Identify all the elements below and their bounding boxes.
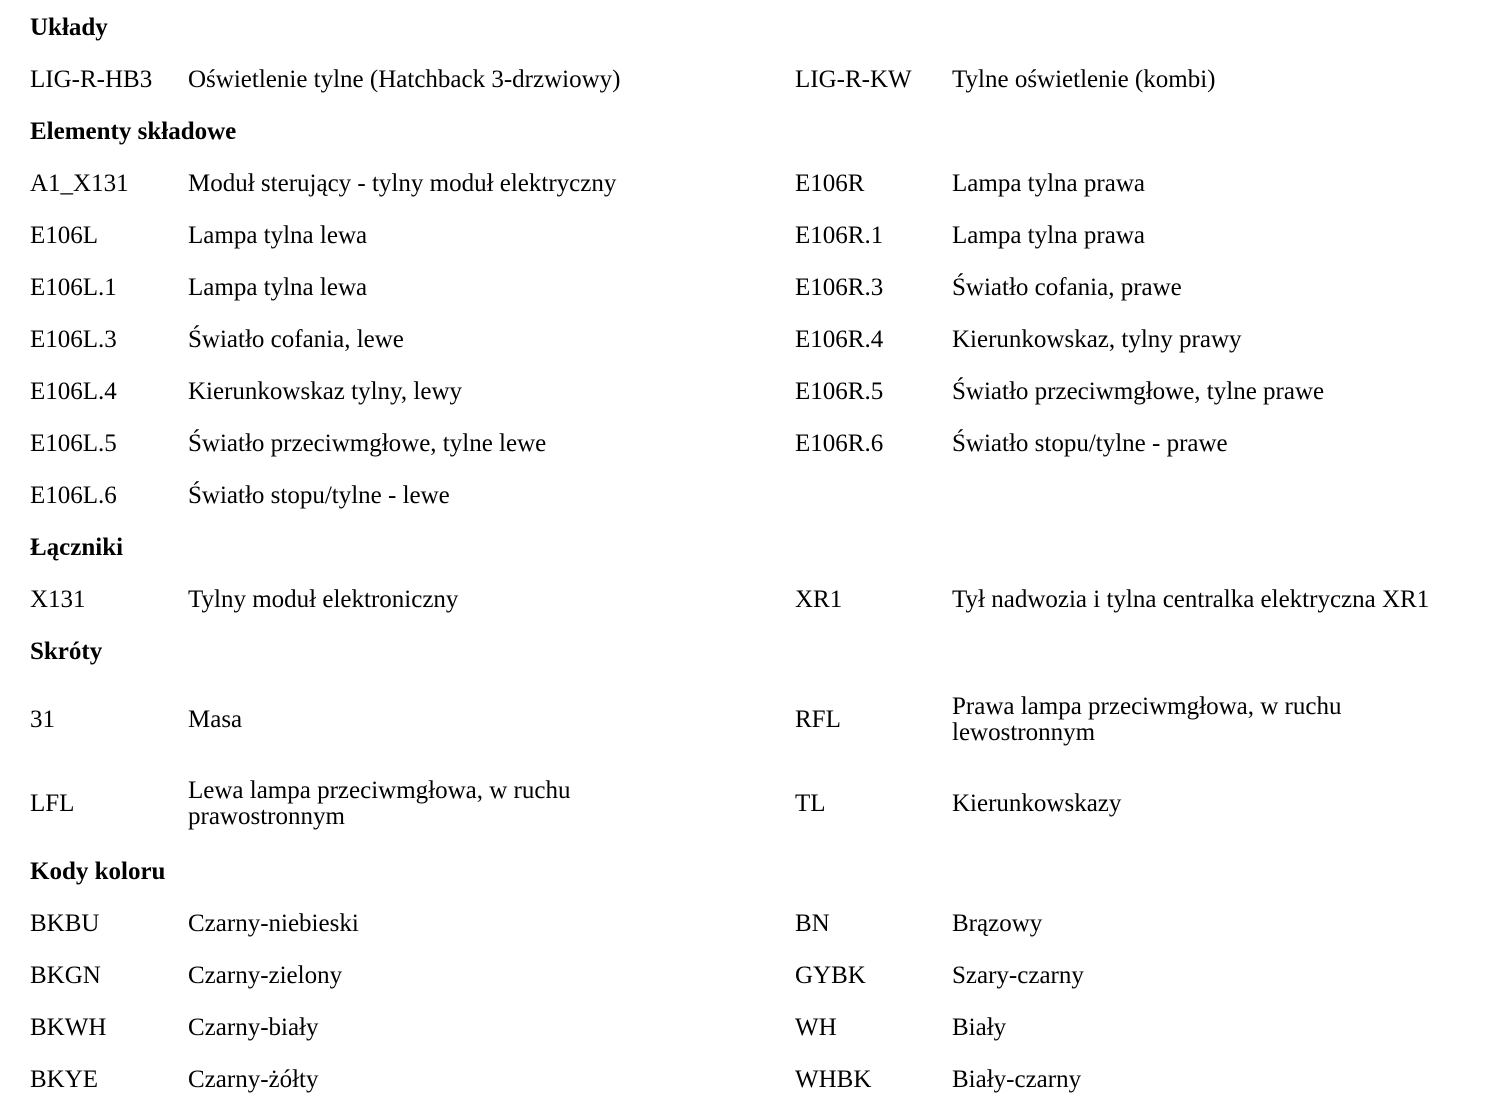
code-cell: E106L.1 bbox=[30, 273, 117, 301]
code-cell: X131 bbox=[30, 585, 86, 613]
code-cell: LFL bbox=[30, 789, 75, 817]
desc-cell: Czarny-biały bbox=[188, 1013, 319, 1041]
desc-cell: Kierunkowskaz tylny, lewy bbox=[188, 377, 463, 405]
code-cell: 31 bbox=[30, 705, 55, 733]
code-cell: WH bbox=[795, 1013, 837, 1041]
legend-row bbox=[30, 762, 1501, 846]
desc-cell: Kierunkowskazy bbox=[952, 789, 1122, 817]
code-cell: RFL bbox=[795, 705, 841, 733]
desc-cell: Prawa lampa przeciwmgłowa, w ruchu lewostronnym bbox=[952, 692, 1342, 746]
section-heading-skroty: Skróty bbox=[30, 637, 103, 665]
code-cell: E106L.6 bbox=[30, 481, 117, 509]
legend-row bbox=[30, 1002, 1501, 1054]
desc-cell: Lampa tylna lewa bbox=[188, 273, 368, 301]
desc-cell: Czarny-żółty bbox=[188, 1065, 319, 1093]
code-cell: E106R.3 bbox=[795, 273, 884, 301]
section-heading-uklady: Układy bbox=[30, 13, 108, 41]
code-cell: E106L bbox=[30, 221, 99, 249]
legend-row bbox=[30, 418, 1501, 470]
desc-cell: Tył nadwozia i tylna centralka elektryczna XR1 bbox=[952, 585, 1430, 613]
code-cell: BKBU bbox=[30, 909, 100, 937]
desc-cell: Światło cofania, prawe bbox=[952, 273, 1182, 301]
desc-cell: Tylny moduł elektroniczny bbox=[188, 585, 459, 613]
desc-cell: Brązowy bbox=[952, 909, 1043, 937]
desc-cell: Światło przeciwmgłowe, tylne prawe bbox=[952, 377, 1325, 405]
legend-row bbox=[30, 678, 1501, 762]
code-cell: BN bbox=[795, 909, 830, 937]
legend-row bbox=[30, 54, 1501, 106]
code-cell: LIG-R-KW bbox=[795, 65, 912, 93]
legend-row bbox=[30, 470, 1501, 522]
code-cell: E106R.4 bbox=[795, 325, 884, 353]
code-cell: E106R bbox=[795, 169, 865, 197]
code-cell: BKWH bbox=[30, 1013, 107, 1041]
desc-cell: Tylne oświetlenie (kombi) bbox=[952, 65, 1216, 93]
section-heading-elementy-skladowe: Elementy składowe bbox=[30, 117, 237, 145]
code-cell: E106L.3 bbox=[30, 325, 117, 353]
desc-cell: Kierunkowskaz, tylny prawy bbox=[952, 325, 1242, 353]
code-cell: WHBK bbox=[795, 1065, 872, 1093]
legend-row bbox=[30, 574, 1501, 626]
legend-row bbox=[30, 950, 1501, 1002]
desc-cell: Oświetlenie tylne (Hatchback 3-drzwiowy) bbox=[188, 65, 621, 93]
desc-cell: Szary-czarny bbox=[952, 961, 1084, 989]
desc-cell: Lampa tylna prawa bbox=[952, 221, 1145, 249]
legend-row bbox=[30, 898, 1501, 950]
desc-cell: Czarny-niebieski bbox=[188, 909, 359, 937]
desc-cell: Światło stopu/tylne - lewe bbox=[188, 481, 450, 509]
legend-row bbox=[30, 158, 1501, 210]
legend-row bbox=[30, 262, 1501, 314]
desc-cell: Lampa tylna lewa bbox=[188, 221, 368, 249]
code-cell: BKGN bbox=[30, 961, 101, 989]
code-cell: TL bbox=[795, 789, 826, 817]
desc-cell: Światło cofania, lewe bbox=[188, 325, 404, 353]
code-cell: E106L.5 bbox=[30, 429, 117, 457]
desc-cell: Moduł sterujący - tylny moduł elektryczny bbox=[188, 169, 617, 197]
legend-row bbox=[30, 366, 1501, 418]
desc-cell: Światło stopu/tylne - prawe bbox=[952, 429, 1228, 457]
code-cell: XR1 bbox=[795, 585, 843, 613]
code-cell: BKYE bbox=[30, 1065, 99, 1093]
section-heading-kody-koloru: Kody koloru bbox=[30, 857, 166, 885]
code-cell: GYBK bbox=[795, 961, 866, 989]
desc-cell: Masa bbox=[188, 705, 243, 733]
code-cell: E106R.5 bbox=[795, 377, 884, 405]
desc-cell: Czarny-zielony bbox=[188, 961, 343, 989]
desc-cell: Biały bbox=[952, 1013, 1007, 1041]
code-cell: E106L.4 bbox=[30, 377, 117, 405]
code-cell: E106R.6 bbox=[795, 429, 884, 457]
section-heading-laczniki: Łączniki bbox=[30, 533, 124, 561]
desc-cell: Światło przeciwmgłowe, tylne lewe bbox=[188, 429, 547, 457]
desc-cell: Lewa lampa przeciwmgłowa, w ruchu prawostronnym bbox=[188, 776, 571, 830]
desc-cell: Biały-czarny bbox=[952, 1065, 1082, 1093]
desc-cell: Lampa tylna prawa bbox=[952, 169, 1145, 197]
legend-row bbox=[30, 314, 1501, 366]
legend-row bbox=[30, 210, 1501, 262]
code-cell: A1_X131 bbox=[30, 169, 129, 197]
code-cell: LIG-R-HB3 bbox=[30, 65, 153, 93]
legend-row bbox=[30, 1054, 1501, 1106]
code-cell: E106R.1 bbox=[795, 221, 884, 249]
